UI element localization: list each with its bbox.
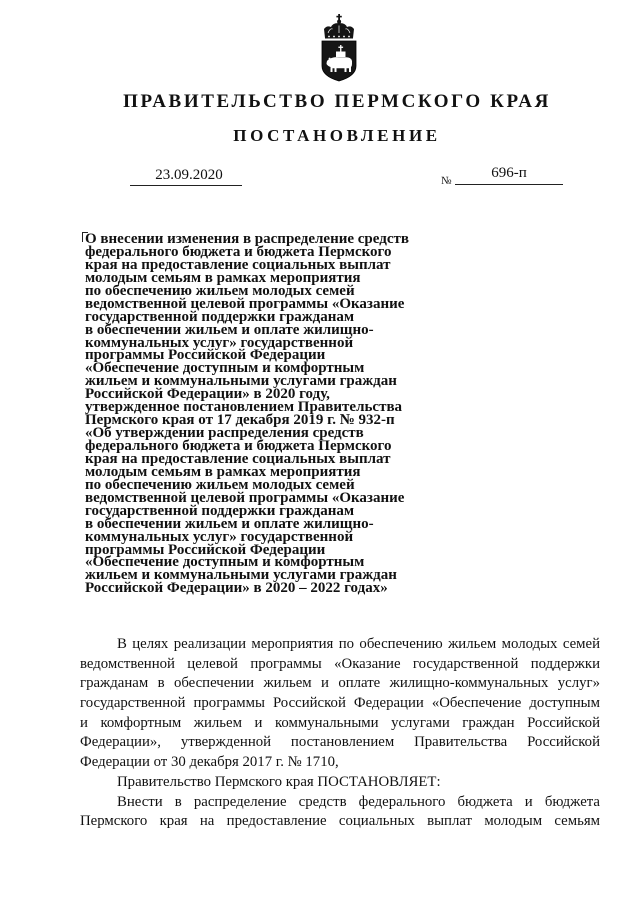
body-line: Федерации», утвержденной постановлением Правительства Российской [80,734,600,751]
title-line: Российской Федерации» в 2020 году, [85,386,330,403]
crown-shape [324,14,354,39]
title-line: Российской Федерации» в 2020 – 2022 годах» [85,580,388,597]
title-line: края на предоставление социальных выплат [85,256,391,273]
body-line: Пермского края на предоставление социальных выплат молодым семьям [80,813,600,830]
organization-title: ПРАВИТЕЛЬСТВО ПЕРМСКОГО КРАЯ [123,91,551,112]
body-line: ведомственной целевой программы «Оказание государственной поддержки [80,655,600,672]
document-title-block [85,233,409,595]
body-line: Внести в распределение средств федерального бюджета и бюджета [117,793,600,810]
title-line: в обеспечении жильем и оплате жилищно- [85,515,374,532]
title-line: коммунальных услуг» государственной [85,334,354,351]
title-line: молодым семьям в рамках мероприятия [85,269,361,286]
title-line: «Обеспечение доступным и комфортным [85,360,365,377]
title-line: коммунальных услуг» государственной [85,528,354,545]
title-line: края на предоставление социальных выплат [85,450,391,467]
body-line: гражданам в обеспечении жильем и оплате жилищно-коммунальных услуг» [80,675,600,692]
document-number-label: № [441,175,452,187]
title-line: по обеспечению жильем молодых семей [85,476,355,493]
title-line: молодым семьям в рамках мероприятия [85,463,361,480]
title-line: в обеспечении жильем и оплате жилищно- [85,321,374,338]
title-line: «Об утверждении распределения средств [85,425,364,442]
body-line: Федерации от 30 декабря 2017 г. № 1710, [80,754,339,771]
document-number: 696-п [455,164,563,185]
title-line: федерального бюджета и бюджета Пермского [85,438,392,454]
body-line: и комфортным жильем и коммунальными услугами граждан Российской [80,714,600,731]
title-line: жильем и коммунальными услугами граждан [85,373,397,390]
title-line: федерального бюджета и бюджета Пермского [85,243,392,260]
coat-of-arms-icon [318,14,360,82]
title-line: ведомственной целевой программы «Оказание [85,295,405,312]
title-line: программы Российской Федерации [85,541,326,558]
title-line: О внесении изменения в распределение средств [85,231,409,247]
title-line: жильем и коммунальными услугами граждан [85,567,397,584]
title-line: утвержденное постановлением Правительства [85,399,403,416]
document-date: 23.09.2020 [130,166,242,186]
title-line: программы Российской Федерации [85,347,326,364]
title-line: ведомственной целевой программы «Оказание [85,489,405,506]
title-line: государственной поддержки гражданам [85,308,355,325]
resolution-line: Правительство Пермского края ПОСТАНОВЛЯЕТ: [117,773,441,790]
body-line: В целях реализации мероприятия по обеспечению жильем молодых семей [117,636,600,652]
body-line: государственной программы Российской Федерации «Обеспечение доступным [80,695,600,712]
document-type-title: ПОСТАНОВЛЕНИЕ [233,126,441,145]
title-line: Пермского края от 17 декабря 2019 г. № 932-п [85,412,395,429]
title-line: по обеспечению жильем молодых семей [85,282,355,299]
title-line: государственной поддержки гражданам [85,502,355,519]
document-body [80,635,600,832]
title-line: «Обеспечение доступным и комфортным [85,554,365,571]
